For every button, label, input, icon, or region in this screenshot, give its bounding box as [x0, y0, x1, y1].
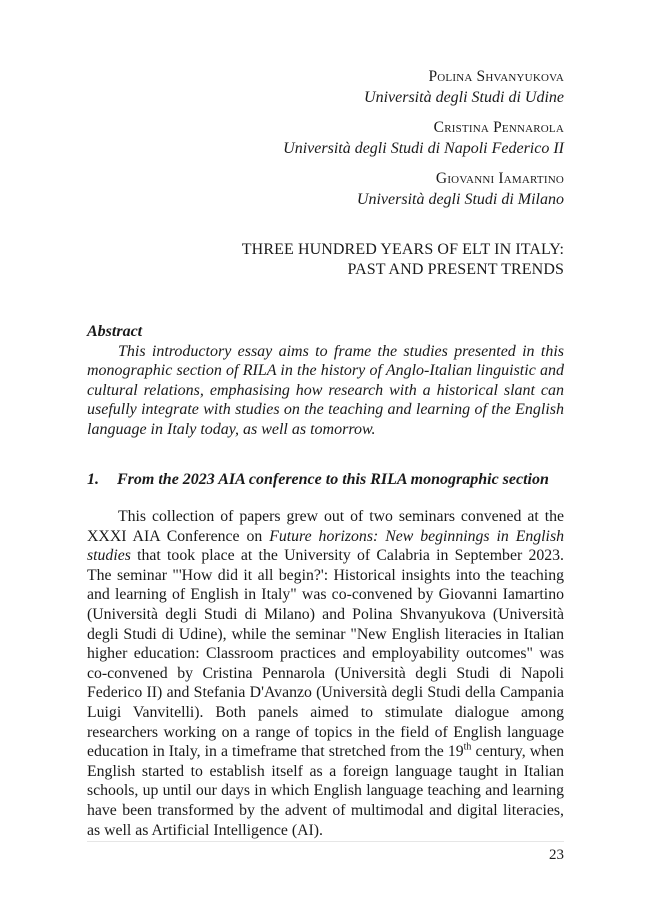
- author-affiliation: Università degli Studi di Napoli Federico II: [283, 140, 564, 157]
- abstract: [87, 322, 564, 439]
- author-block: [104, 168, 564, 210]
- body-paragraph: [87, 507, 564, 840]
- abstract-text: This introductory essay aims to frame the studies presented in this monographic section of RILA in the history of Anglo-Italian linguistic and cultural relations, emphasising how research with a historical slant can usefully integrate with studies on the teaching and learning of the English language in Italy today, as well as tomorrow.: [87, 342, 564, 438]
- author-affiliation: Università degli Studi di Udine: [364, 89, 564, 106]
- author-list: [104, 66, 564, 219]
- section-title: From the 2023 AIA conference to this RILA monographic section: [117, 471, 549, 488]
- page-number: 23: [549, 847, 564, 863]
- paragraph-text: century, when English started to establish itself as a foreign language taught in Italian schools, up until our days in which English language teaching and learning have been transformed by the advent of multimodal and digital literacies, as well as Artificial Intelligence (AI).: [87, 743, 564, 839]
- title-line: PAST AND PRESENT TRENDS: [347, 261, 564, 278]
- author-name: Cristina Pennarola: [433, 119, 564, 136]
- author-affiliation: Università degli Studi di Milano: [356, 191, 564, 208]
- section-heading: [87, 470, 564, 490]
- article-title: [104, 240, 564, 280]
- superscript: th: [463, 741, 472, 753]
- footer-rule: [87, 841, 564, 842]
- paragraph-text: This collection of papers grew out of two seminars convened at the XXXI AIA Conference on: [87, 508, 564, 545]
- conference-title: Future horizons: New beginnings in English studies: [87, 527, 564, 565]
- paragraph-text: that took place at the University of Calabria in September 2023. The seminar "'How did it all begin?': Historical insights into the teaching and learning of English in Italy" was co-convened by Giovanni Iamartino (Università degli Studi di Milano) and Polina Shvanyukova (Università degli Studi di Udine), while the seminar "New English literacies in Italian higher education: Classroom practices and employability outcomes" was co-convened by Cristina Pennarola (Università degli Studi di Napoli Federico II) and Stefania D'Avanzo (Università degli Studi della Campania Luigi Vanvitelli). Both panels aimed to stimulate dialogue among researchers working on a range of topics in the field of English language education in Italy, in a timeframe that stretched from the 19: [87, 547, 564, 761]
- author-name: Polina Shvanyukova: [428, 68, 564, 85]
- title-line: THREE HUNDRED YEARS OF ELT IN ITALY:: [241, 241, 564, 258]
- section-number: 1.: [87, 471, 99, 488]
- author-name: Giovanni Iamartino: [435, 170, 564, 187]
- abstract-heading: Abstract: [87, 323, 143, 340]
- author-block: [104, 117, 564, 159]
- author-block: [104, 66, 564, 108]
